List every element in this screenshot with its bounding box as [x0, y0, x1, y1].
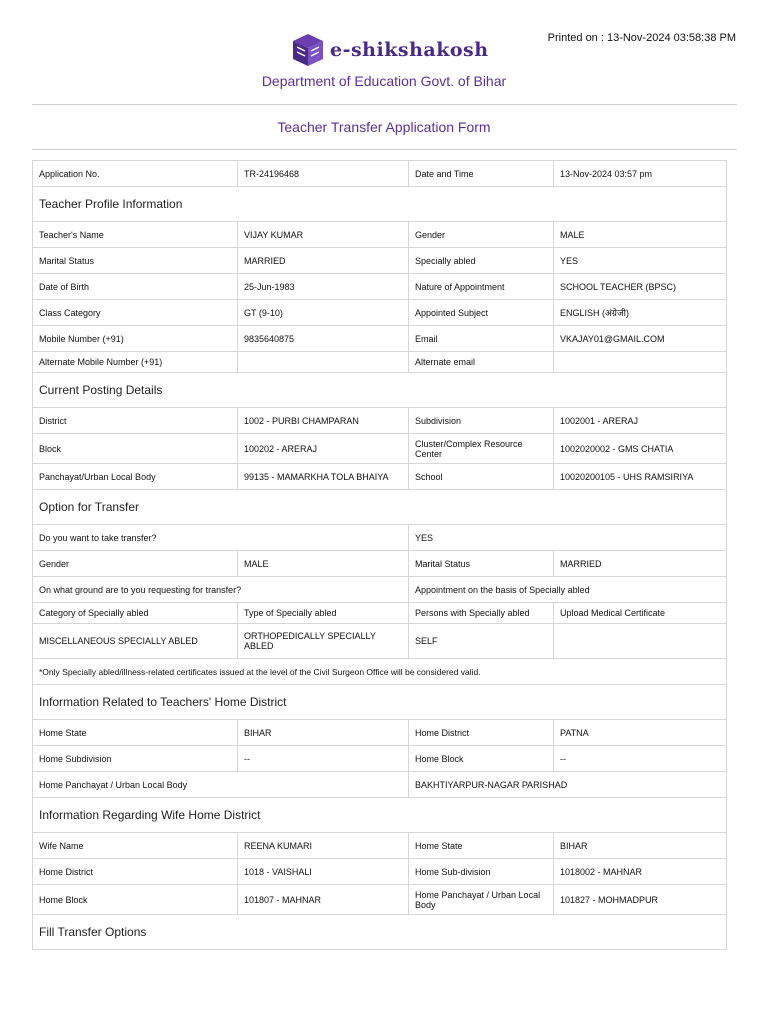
field-value: GT (9-10) [238, 300, 409, 326]
field-value: SCHOOL TEACHER (BPSC) [554, 274, 727, 300]
table-row [33, 720, 727, 746]
field-value: MALE [238, 551, 409, 577]
field-value: -- [238, 746, 409, 772]
field-value: Appointment on the basis of Specially abled [409, 577, 727, 603]
field-label: Home Block [33, 885, 238, 915]
field-value: BAKHTIYARPUR-NAGAR PARISHAD [409, 772, 727, 798]
table-row [33, 248, 727, 274]
table-row [33, 525, 727, 551]
field-value: 1018002 - MAHNAR [554, 859, 727, 885]
logo-text: e-shikshakosh [330, 39, 489, 61]
section-row [33, 373, 727, 408]
field-value: ENGLISH (अंग्रेजी) [554, 300, 727, 326]
field-value: 1002 - PURBI CHAMPARAN [238, 408, 409, 434]
field-value: BIHAR [554, 833, 727, 859]
field-value: 25-Jun-1983 [238, 274, 409, 300]
field-label: Home State [33, 720, 238, 746]
field-value: 101827 - MOHMADPUR [554, 885, 727, 915]
field-label: Nature of Appointment [409, 274, 554, 300]
column-header: Upload Medical Certificate [554, 603, 727, 624]
field-value: MISCELLANEOUS SPECIALLY ABLED [33, 624, 238, 659]
field-label: Alternate Mobile Number (+91) [33, 352, 238, 373]
section-title: Information Regarding Wife Home District [33, 798, 727, 833]
field-value [238, 352, 409, 373]
section-title: Current Posting Details [33, 373, 727, 408]
table-row [33, 161, 727, 187]
table-row [33, 772, 727, 798]
validity-note: *Only Specially abled/illness-related certificates issued at the level of the Civil Surgeon Office will be considered valid. [33, 659, 727, 685]
field-value: PATNA [554, 720, 727, 746]
field-label: Cluster/Complex Resource Center [409, 434, 554, 464]
field-value: 10020200105 - UHS RAMSIRIYA [554, 464, 727, 490]
field-value: MARRIED [554, 551, 727, 577]
table-row [33, 274, 727, 300]
form-title: Teacher Transfer Application Form [277, 119, 491, 135]
field-label: Marital Status [409, 551, 554, 577]
field-label: Application No. [33, 161, 238, 187]
field-label: Home Panchayat / Urban Local Body [409, 885, 554, 915]
field-label: Home District [33, 859, 238, 885]
table-row [33, 222, 727, 248]
field-value: 13-Nov-2024 03:57 pm [554, 161, 727, 187]
field-label: Class Category [33, 300, 238, 326]
table-row [33, 833, 727, 859]
field-value: REENA KUMARI [238, 833, 409, 859]
printed-on: Printed on : 13-Nov-2024 03:58:38 PM [547, 32, 736, 44]
table-row [33, 859, 727, 885]
section-row [33, 798, 727, 833]
field-label: Home District [409, 720, 554, 746]
section-row [33, 490, 727, 525]
table-row [33, 300, 727, 326]
field-value: -- [554, 746, 727, 772]
field-value [554, 352, 727, 373]
field-label: District [33, 408, 238, 434]
section-row [33, 915, 727, 950]
department-name: Department of Education Govt. of Bihar [261, 73, 507, 89]
field-value: SELF [409, 624, 554, 659]
e-shikshakosh-logo [288, 30, 489, 70]
field-label: Specially abled [409, 248, 554, 274]
section-title: Teacher Profile Information [33, 187, 727, 222]
field-label: Home Block [409, 746, 554, 772]
field-label: On what ground are to you requesting for transfer? [33, 577, 409, 603]
field-label: Do you want to take transfer? [33, 525, 409, 551]
field-value: BIHAR [238, 720, 409, 746]
field-value: 9835640875 [238, 326, 409, 352]
field-label: Appointed Subject [409, 300, 554, 326]
table-row [33, 408, 727, 434]
field-label: Home State [409, 833, 554, 859]
field-label: Gender [409, 222, 554, 248]
table-row [33, 885, 727, 915]
section-title: Information Related to Teachers' Home District [33, 685, 727, 720]
field-value: MARRIED [238, 248, 409, 274]
field-label: School [409, 464, 554, 490]
field-label: Home Sub-division [409, 859, 554, 885]
field-label: Panchayat/Urban Local Body [33, 464, 238, 490]
column-header: Persons with Specially abled [409, 603, 554, 624]
field-label: Mobile Number (+91) [33, 326, 238, 352]
table-row [33, 352, 727, 373]
section-title: Option for Transfer [33, 490, 727, 525]
field-label: Email [409, 326, 554, 352]
field-value: 100202 - ARERAJ [238, 434, 409, 464]
column-header: Category of Specially abled [33, 603, 238, 624]
field-label: Alternate email [409, 352, 554, 373]
field-value: 1002001 - ARERAJ [554, 408, 727, 434]
section-row [33, 685, 727, 720]
field-label: Home Subdivision [33, 746, 238, 772]
field-value: 99135 - MAMARKHA TOLA BHAIYA [238, 464, 409, 490]
table-row [33, 464, 727, 490]
book-cube-icon [288, 30, 328, 70]
field-value: VIJAY KUMAR [238, 222, 409, 248]
divider [32, 104, 737, 105]
application-form-table [32, 160, 727, 950]
table-row [33, 659, 727, 685]
field-label: Home Panchayat / Urban Local Body [33, 772, 409, 798]
table-row [33, 434, 727, 464]
field-value: MALE [554, 222, 727, 248]
field-value: TR-24196468 [238, 161, 409, 187]
field-label: Teacher's Name [33, 222, 238, 248]
field-value: VKAJAY01@GMAIL.COM [554, 326, 727, 352]
table-row [33, 624, 727, 659]
field-value: YES [409, 525, 727, 551]
table-row [33, 746, 727, 772]
field-value: YES [554, 248, 727, 274]
table-row [33, 326, 727, 352]
field-label: Marital Status [33, 248, 238, 274]
field-label: Wife Name [33, 833, 238, 859]
section-title: Fill Transfer Options [33, 915, 727, 950]
field-value: 1002020002 - GMS CHATIA [554, 434, 727, 464]
table-row [33, 577, 727, 603]
column-header: Type of Specially abled [238, 603, 409, 624]
field-value: ORTHOPEDICALLY SPECIALLY ABLED [238, 624, 409, 659]
table-row [33, 603, 727, 624]
divider [32, 149, 737, 150]
field-label: Gender [33, 551, 238, 577]
field-value: 1018 - VAISHALI [238, 859, 409, 885]
table-row [33, 551, 727, 577]
field-label: Date of Birth [33, 274, 238, 300]
field-label: Subdivision [409, 408, 554, 434]
field-label: Date and Time [409, 161, 554, 187]
field-label: Block [33, 434, 238, 464]
section-row [33, 187, 727, 222]
upload-medical-certificate [554, 624, 727, 659]
field-value: 101807 - MAHNAR [238, 885, 409, 915]
